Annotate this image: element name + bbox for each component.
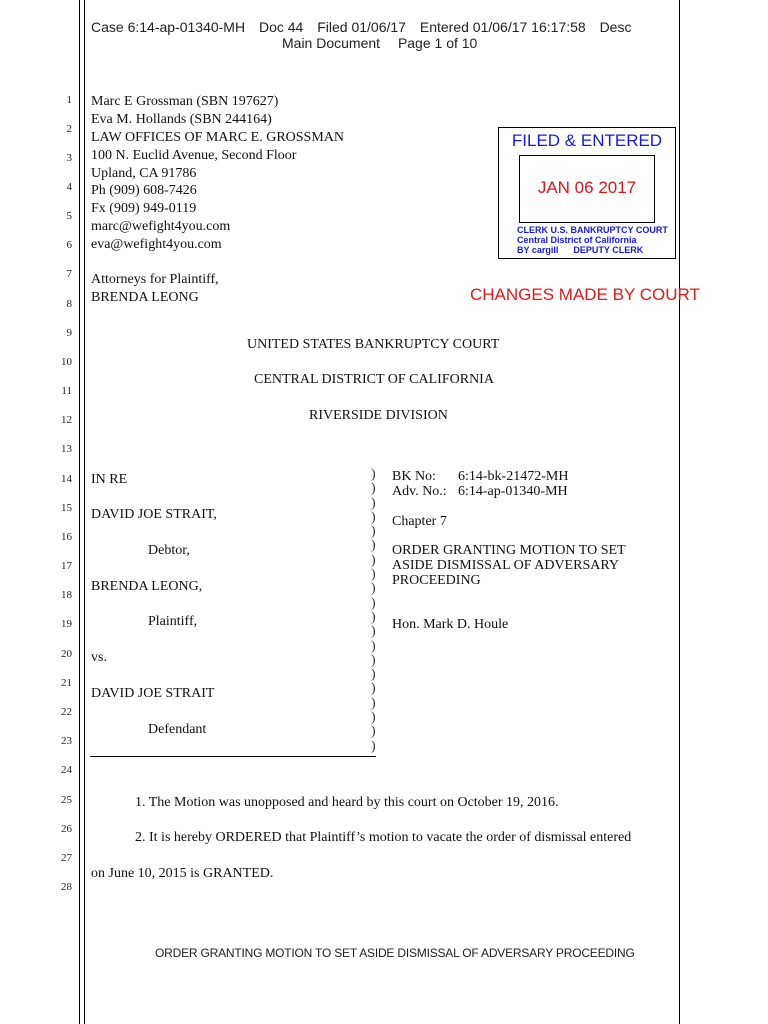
header-case-number: Case 6:14-ap-01340-MH: [91, 19, 246, 35]
stamp-clerk-line: BY cargill DEPUTY CLERK: [517, 245, 644, 255]
line-number: 18: [61, 589, 72, 601]
caption-in-re: IN RE: [91, 472, 128, 487]
bk-number-label: BK No:: [392, 469, 436, 484]
line-number: 19: [61, 618, 72, 630]
header-entered-date: Entered 01/06/17 16:17:58: [419, 19, 586, 35]
ecf-header: [91, 19, 691, 35]
line-number: 28: [61, 881, 72, 893]
versus: vs.: [91, 650, 107, 665]
line-number: 2: [66, 123, 72, 135]
order-paragraph-1: 1. The Motion was unopposed and heard by this court on October 19, 2016.: [135, 795, 559, 810]
line-number: 22: [61, 706, 72, 718]
debtor-name: DAVID JOE STRAIT,: [91, 507, 217, 522]
attorney-line: 100 N. Euclid Avenue, Second Floor: [91, 148, 297, 163]
plaintiff-name: BRENDA LEONG,: [91, 579, 203, 594]
bk-number: 6:14-bk-21472-MH: [458, 469, 569, 484]
attorney-line: Ph (909) 608-7426: [91, 183, 197, 198]
line-number: 4: [66, 181, 72, 193]
line-number: 8: [66, 298, 72, 310]
header-doc-number: Doc 44: [258, 19, 304, 35]
attorney-email[interactable]: marc@wefight4you.com: [91, 219, 231, 234]
line-number: 6: [66, 239, 72, 251]
left-margin-rule-outer: [79, 0, 80, 1024]
defendant-role: Defendant: [148, 722, 207, 737]
stamp-date: JAN 06 2017: [537, 178, 637, 197]
order-paragraph-2: 2. It is hereby ORDERED that Plaintiff’s motion to vacate the order of dismissal entered: [135, 830, 632, 845]
attorney-line: Eva M. Hollands (SBN 244164): [91, 112, 272, 127]
attorney-line: Marc E Grossman (SBN 197627): [91, 94, 279, 109]
line-number: 23: [61, 735, 72, 747]
line-number: 9: [66, 327, 72, 339]
judge-name: Hon. Mark D. Houle: [392, 617, 509, 632]
attorney-line: LAW OFFICES OF MARC E. GROSSMAN: [91, 130, 345, 145]
line-number: 10: [61, 356, 72, 368]
stamp-title: FILED & ENTERED: [511, 131, 663, 150]
line-number: 21: [61, 677, 72, 689]
caption-parenthesis-column: ) ) ) ) ) ) ) ) ) ) ) ) ) ) ) ) ) ) ) ): [371, 467, 376, 754]
attorneys-for-label: Attorneys for Plaintiff,: [91, 272, 219, 287]
line-number: 13: [61, 443, 72, 455]
adv-number-label: Adv. No.:: [392, 484, 447, 499]
right-margin-rule: [679, 0, 680, 1024]
line-number: 20: [61, 648, 72, 660]
line-number: 3: [66, 152, 72, 164]
debtor-role: Debtor,: [148, 543, 190, 558]
stamp-date-box: [519, 155, 655, 223]
line-number: 16: [61, 531, 72, 543]
court-name: UNITED STATES BANKRUPTCY COURT: [247, 337, 500, 352]
attorney-line: Fx (909) 949-0119: [91, 201, 197, 216]
chapter: Chapter 7: [392, 514, 447, 529]
line-number: 24: [61, 764, 72, 776]
order-title-line: ORDER GRANTING MOTION TO SET: [392, 543, 626, 558]
line-number: 25: [61, 794, 72, 806]
line-number: 15: [61, 502, 72, 514]
stamp-clerk-line: CLERK U.S. BANKRUPTCY COURT: [517, 225, 668, 235]
ecf-header-sub: [282, 35, 491, 51]
order-title-line: ASIDE DISMISSAL OF ADVERSARY: [392, 558, 620, 573]
stamp-clerk-line: Central District of California: [517, 235, 637, 245]
line-number: 11: [61, 385, 72, 397]
caption-underline: [90, 756, 376, 757]
attorney-email[interactable]: eva@wefight4you.com: [91, 237, 222, 252]
header-desc: Desc: [599, 19, 632, 35]
defendant-name: DAVID JOE STRAIT: [91, 686, 215, 701]
header-filed-date: Filed 01/06/17: [317, 19, 406, 35]
adv-number: 6:14-ap-01340-MH: [458, 484, 568, 499]
plaintiff-role: Plaintiff,: [148, 614, 198, 629]
filed-entered-stamp: [498, 127, 676, 259]
court-division: RIVERSIDE DIVISION: [309, 408, 448, 423]
line-number: 7: [66, 268, 72, 280]
line-number: 26: [61, 823, 72, 835]
line-number: 1: [66, 94, 72, 106]
line-number: 14: [61, 473, 72, 485]
left-margin-rule-inner: [84, 0, 85, 1024]
court-district: CENTRAL DISTRICT OF CALIFORNIA: [254, 372, 494, 387]
order-paragraph-2-continued: on June 10, 2015 is GRANTED.: [91, 866, 274, 881]
attorney-line: Upland, CA 91786: [91, 166, 197, 181]
line-number: 12: [61, 414, 72, 426]
line-number: 5: [66, 210, 72, 222]
header-page-count: Page 1 of 10: [397, 35, 478, 51]
document-footer-title: ORDER GRANTING MOTION TO SET ASIDE DISMISSAL OF ADVERSARY PROCEEDING: [155, 946, 635, 960]
line-number: 17: [61, 560, 72, 572]
order-title-line: PROCEEDING: [392, 573, 481, 588]
changes-made-by-court-note: CHANGES MADE BY COURT: [470, 285, 700, 304]
header-main-document: Main Document: [282, 35, 381, 51]
line-number: 27: [61, 852, 72, 864]
client-name: BRENDA LEONG: [91, 290, 199, 305]
